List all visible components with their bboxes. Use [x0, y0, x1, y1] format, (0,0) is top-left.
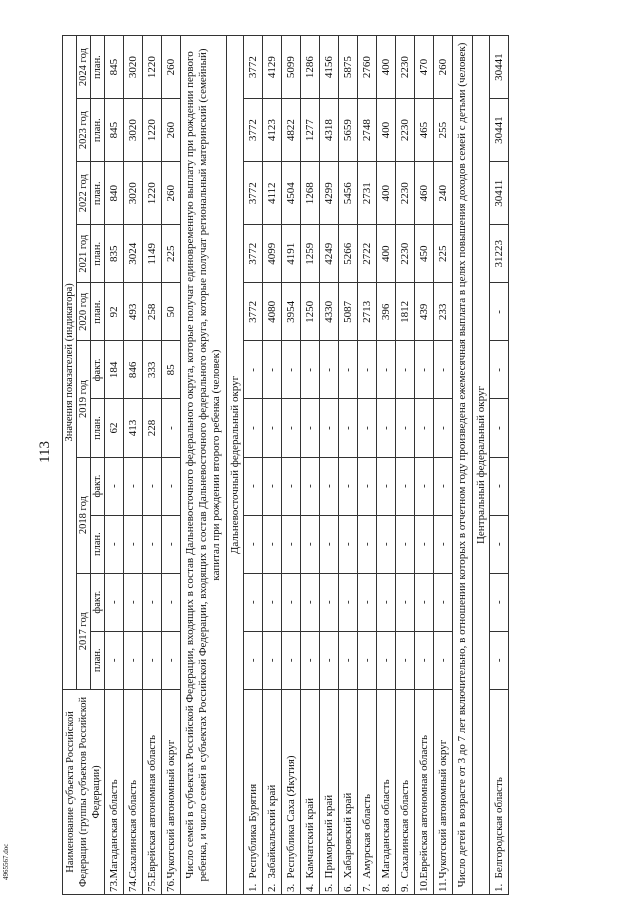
value-cell: 1277 — [301, 99, 320, 162]
value-cell: 258 — [143, 283, 162, 341]
value-cell: - — [415, 399, 434, 457]
value-cell: 30411 — [490, 162, 509, 225]
region-name: Республика Саха (Якутия) — [282, 689, 301, 880]
value-cell: - — [415, 573, 434, 631]
district-heading: Центральный федеральный округ — [473, 36, 490, 895]
value-cell: - — [301, 457, 320, 515]
value-cell: 30441 — [490, 36, 509, 99]
value-cell: 840 — [105, 162, 124, 225]
value-cell: - — [434, 457, 453, 515]
value-cell: 1250 — [301, 283, 320, 341]
value-cell: 4123 — [263, 99, 282, 162]
value-cell: 260 — [434, 36, 453, 99]
value-cell: - — [320, 341, 339, 399]
value-cell: - — [244, 573, 263, 631]
value-cell: - — [415, 341, 434, 399]
value-cell: 460 — [415, 162, 434, 225]
value-cell: 225 — [434, 225, 453, 283]
region-name: Приморский край — [320, 689, 339, 880]
value-cell: 465 — [415, 99, 434, 162]
value-cell: 1220 — [143, 36, 162, 99]
value-cell: - — [244, 457, 263, 515]
value-cell: - — [377, 341, 396, 399]
region-name: Забайкальский край — [263, 689, 282, 880]
value-cell: - — [339, 457, 358, 515]
value-cell: - — [434, 341, 453, 399]
value-cell: - — [162, 573, 181, 631]
indicators-table — [62, 35, 509, 895]
value-cell: 4330 — [320, 283, 339, 341]
region-name: Хабаровский край — [339, 689, 358, 880]
value-cell: - — [301, 341, 320, 399]
row-number: 6. — [339, 880, 358, 894]
value-cell: 1268 — [301, 162, 320, 225]
header-year: 2017 год — [77, 573, 91, 689]
value-cell: 493 — [124, 283, 143, 341]
value-cell: 5266 — [339, 225, 358, 283]
section-caption: Число детей в возрасте от 3 до 7 лет включительно, в отношении которых в отчетном году произведена ежемесячная выплата в целях повышения доходов семей с детьми (человек) — [453, 36, 473, 895]
value-cell: - — [263, 573, 282, 631]
value-cell: 228 — [143, 399, 162, 457]
value-cell: - — [396, 573, 415, 631]
value-cell: 3772 — [244, 162, 263, 225]
value-cell: 30441 — [490, 99, 509, 162]
value-cell: 5456 — [339, 162, 358, 225]
table-row — [377, 36, 396, 895]
value-cell: - — [377, 515, 396, 573]
value-cell: - — [162, 399, 181, 457]
value-cell: - — [320, 457, 339, 515]
value-cell: - — [282, 341, 301, 399]
value-cell: - — [358, 573, 377, 631]
section-caption: Число семей в субъектах Российской Федерации, входящих в состав Дальневосточного федерального округа, которые получат единовременную выплату при рождении первого ребенка, и число семей в субъектах Российской Федерации, входящих в состав Дальневосточного федерального округа, которые получат региональный материнский (семейный) капитал при рождении второго ребенка (человек) — [181, 36, 227, 895]
value-cell: 5659 — [339, 99, 358, 162]
value-cell: - — [490, 573, 509, 631]
value-cell: 50 — [162, 283, 181, 341]
rotated-table-sheet — [62, 35, 602, 895]
header-fact: факт. — [91, 573, 105, 631]
value-cell: 2748 — [358, 99, 377, 162]
row-number: 10. — [415, 880, 434, 894]
value-cell: 3954 — [282, 283, 301, 341]
value-cell: 835 — [105, 225, 124, 283]
region-name: Еврейская автономная область — [415, 689, 434, 880]
row-number: 11. — [434, 880, 453, 894]
header-name-col: Наименование субъекта Российской Федерации (группы субъектов Российской Федерации) — [63, 689, 105, 894]
value-cell: - — [377, 457, 396, 515]
value-cell: 2230 — [396, 225, 415, 283]
value-cell: 3020 — [124, 162, 143, 225]
value-cell: 3020 — [124, 99, 143, 162]
value-cell: - — [415, 457, 434, 515]
value-cell: 2230 — [396, 36, 415, 99]
row-number: 2. — [263, 880, 282, 894]
region-name: Чукотский автономный округ — [162, 689, 181, 880]
value-cell: - — [320, 573, 339, 631]
value-cell: - — [105, 631, 124, 689]
header-year: 2020 год — [77, 283, 91, 341]
value-cell: 4299 — [320, 162, 339, 225]
value-cell: - — [301, 399, 320, 457]
row-number: 73. — [105, 880, 124, 894]
value-cell: 400 — [377, 36, 396, 99]
header-plan: план. — [91, 399, 105, 457]
table-row — [301, 36, 320, 895]
value-cell: 2722 — [358, 225, 377, 283]
page-number: 113 — [37, 441, 53, 463]
value-cell: 1220 — [143, 162, 162, 225]
region-name: Амурская область — [358, 689, 377, 880]
value-cell: - — [282, 573, 301, 631]
header-plan: план. — [91, 225, 105, 283]
value-cell: 3020 — [124, 36, 143, 99]
value-cell: - — [244, 631, 263, 689]
value-cell: - — [320, 399, 339, 457]
doc-code: 4965567.doc — [2, 843, 10, 880]
value-cell: 260 — [162, 99, 181, 162]
value-cell: 4249 — [320, 225, 339, 283]
value-cell: 3772 — [244, 99, 263, 162]
value-cell: 4156 — [320, 36, 339, 99]
value-cell: 400 — [377, 99, 396, 162]
region-name: Магаданская область — [377, 689, 396, 880]
value-cell: 4822 — [282, 99, 301, 162]
region-name: Камчатский край — [301, 689, 320, 880]
value-cell: - — [263, 457, 282, 515]
value-cell: - — [396, 515, 415, 573]
row-number: 3. — [282, 880, 301, 894]
value-cell: 845 — [105, 36, 124, 99]
value-cell: 62 — [105, 399, 124, 457]
value-cell: - — [396, 457, 415, 515]
value-cell: - — [339, 515, 358, 573]
table-row — [358, 36, 377, 895]
table-row — [415, 36, 434, 895]
region-name: Чукотский автономный округ — [434, 689, 453, 880]
value-cell: 1149 — [143, 225, 162, 283]
district-heading: Дальневосточный федеральный округ — [227, 36, 244, 895]
table-row — [396, 36, 415, 895]
value-cell: - — [124, 457, 143, 515]
value-cell: 4129 — [263, 36, 282, 99]
row-number: 1. — [244, 880, 263, 894]
table-row — [490, 36, 509, 895]
value-cell: - — [320, 515, 339, 573]
value-cell: - — [358, 399, 377, 457]
header-plan: план. — [91, 99, 105, 162]
value-cell: 260 — [162, 162, 181, 225]
value-cell: - — [490, 515, 509, 573]
header-year: 2022 год — [77, 162, 91, 225]
value-cell: 396 — [377, 283, 396, 341]
value-cell: - — [263, 515, 282, 573]
value-cell: - — [339, 631, 358, 689]
value-cell: 5087 — [339, 283, 358, 341]
value-cell: - — [339, 399, 358, 457]
value-cell: 400 — [377, 225, 396, 283]
value-cell: 450 — [415, 225, 434, 283]
value-cell: 4504 — [282, 162, 301, 225]
value-cell: - — [434, 631, 453, 689]
value-cell: - — [415, 515, 434, 573]
value-cell: - — [263, 631, 282, 689]
header-year: 2021 год — [77, 225, 91, 283]
row-number: 76. — [162, 880, 181, 894]
value-cell: - — [143, 631, 162, 689]
value-cell: - — [301, 631, 320, 689]
header-plan: план. — [91, 515, 105, 573]
row-number: 8. — [377, 880, 396, 894]
table-row — [320, 36, 339, 895]
value-cell: - — [490, 631, 509, 689]
value-cell: - — [434, 515, 453, 573]
value-cell: - — [358, 515, 377, 573]
value-cell: - — [320, 631, 339, 689]
value-cell: - — [377, 573, 396, 631]
value-cell: 2230 — [396, 99, 415, 162]
table-row — [282, 36, 301, 895]
header-year: 2018 год — [77, 457, 91, 573]
value-cell: - — [143, 457, 162, 515]
row-number: 1. — [490, 880, 509, 894]
value-cell: 470 — [415, 36, 434, 99]
value-cell: 413 — [124, 399, 143, 457]
row-number: 4. — [301, 880, 320, 894]
value-cell: 2731 — [358, 162, 377, 225]
value-cell: - — [339, 341, 358, 399]
value-cell: - — [282, 515, 301, 573]
row-number: 75. — [143, 880, 162, 894]
value-cell: - — [434, 573, 453, 631]
value-cell: 4112 — [263, 162, 282, 225]
value-cell: 240 — [434, 162, 453, 225]
value-cell: - — [396, 399, 415, 457]
value-cell: 2230 — [396, 162, 415, 225]
table-row — [244, 36, 263, 895]
value-cell: - — [244, 399, 263, 457]
header-plan: план. — [91, 283, 105, 341]
region-name: Республика Бурятия — [244, 689, 263, 880]
table-row — [105, 36, 124, 895]
region-name: Сахалинская область — [396, 689, 415, 880]
value-cell: - — [105, 573, 124, 631]
value-cell: 4099 — [263, 225, 282, 283]
value-cell: - — [301, 515, 320, 573]
value-cell: - — [162, 457, 181, 515]
header-plan: план. — [91, 162, 105, 225]
value-cell: - — [396, 631, 415, 689]
value-cell: - — [282, 457, 301, 515]
section-caption-row — [181, 36, 227, 895]
value-cell: - — [263, 341, 282, 399]
table-row — [124, 36, 143, 895]
value-cell: - — [124, 631, 143, 689]
header-indicators: Значения показателей (индикатора) — [63, 36, 77, 690]
region-name: Магаданская область — [105, 689, 124, 880]
value-cell: 4191 — [282, 225, 301, 283]
value-cell: - — [162, 515, 181, 573]
table-row — [143, 36, 162, 895]
header-fact: факт. — [91, 457, 105, 515]
value-cell: 5099 — [282, 36, 301, 99]
value-cell: - — [358, 457, 377, 515]
region-name: Сахалинская область — [124, 689, 143, 880]
value-cell: 85 — [162, 341, 181, 399]
region-name: Еврейская автономная область — [143, 689, 162, 880]
value-cell: 233 — [434, 283, 453, 341]
value-cell: - — [377, 631, 396, 689]
value-cell: - — [282, 399, 301, 457]
header-plan: план. — [91, 631, 105, 689]
header-year: 2024 год — [77, 36, 91, 99]
value-cell: - — [490, 457, 509, 515]
value-cell: - — [244, 341, 263, 399]
value-cell: 333 — [143, 341, 162, 399]
value-cell: - — [143, 515, 162, 573]
value-cell: - — [301, 573, 320, 631]
value-cell: 4080 — [263, 283, 282, 341]
value-cell: - — [162, 631, 181, 689]
value-cell: - — [358, 631, 377, 689]
table-row — [339, 36, 358, 895]
row-number: 74. — [124, 880, 143, 894]
value-cell: 400 — [377, 162, 396, 225]
value-cell: 2713 — [358, 283, 377, 341]
value-cell: - — [282, 631, 301, 689]
row-number: 5. — [320, 880, 339, 894]
header-year: 2019 год — [77, 341, 91, 457]
district-row — [473, 36, 490, 895]
value-cell: - — [490, 399, 509, 457]
value-cell: - — [124, 573, 143, 631]
value-cell: 439 — [415, 283, 434, 341]
value-cell: 184 — [105, 341, 124, 399]
value-cell: - — [339, 573, 358, 631]
table-row — [162, 36, 181, 895]
region-name: Белгородская область — [490, 689, 509, 880]
value-cell: - — [105, 515, 124, 573]
table-row — [263, 36, 282, 895]
header-year: 2023 год — [77, 99, 91, 162]
value-cell: 3772 — [244, 283, 263, 341]
value-cell: 845 — [105, 99, 124, 162]
section-caption-row — [453, 36, 473, 895]
value-cell: 846 — [124, 341, 143, 399]
value-cell: 260 — [162, 36, 181, 99]
value-cell: - — [143, 573, 162, 631]
value-cell: - — [263, 399, 282, 457]
value-cell: - — [434, 399, 453, 457]
value-cell: 1812 — [396, 283, 415, 341]
header-fact: факт. — [91, 341, 105, 399]
table-row — [434, 36, 453, 895]
value-cell: 3772 — [244, 36, 263, 99]
value-cell: 2760 — [358, 36, 377, 99]
district-row — [227, 36, 244, 895]
value-cell: - — [396, 341, 415, 399]
header-plan: план. — [91, 36, 105, 99]
value-cell: 1286 — [301, 36, 320, 99]
value-cell: - — [490, 341, 509, 399]
value-cell: 1220 — [143, 99, 162, 162]
value-cell: - — [124, 515, 143, 573]
value-cell: - — [105, 457, 124, 515]
value-cell: 255 — [434, 99, 453, 162]
value-cell: - — [490, 283, 509, 341]
value-cell: 92 — [105, 283, 124, 341]
value-cell: 1259 — [301, 225, 320, 283]
value-cell: 31223 — [490, 225, 509, 283]
value-cell: - — [415, 631, 434, 689]
value-cell: - — [244, 515, 263, 573]
value-cell: 3024 — [124, 225, 143, 283]
value-cell: - — [358, 341, 377, 399]
value-cell: 5875 — [339, 36, 358, 99]
value-cell: 4318 — [320, 99, 339, 162]
row-number: 7. — [358, 880, 377, 894]
value-cell: 3772 — [244, 225, 263, 283]
value-cell: - — [377, 399, 396, 457]
row-number: 9. — [396, 880, 415, 894]
value-cell: 225 — [162, 225, 181, 283]
